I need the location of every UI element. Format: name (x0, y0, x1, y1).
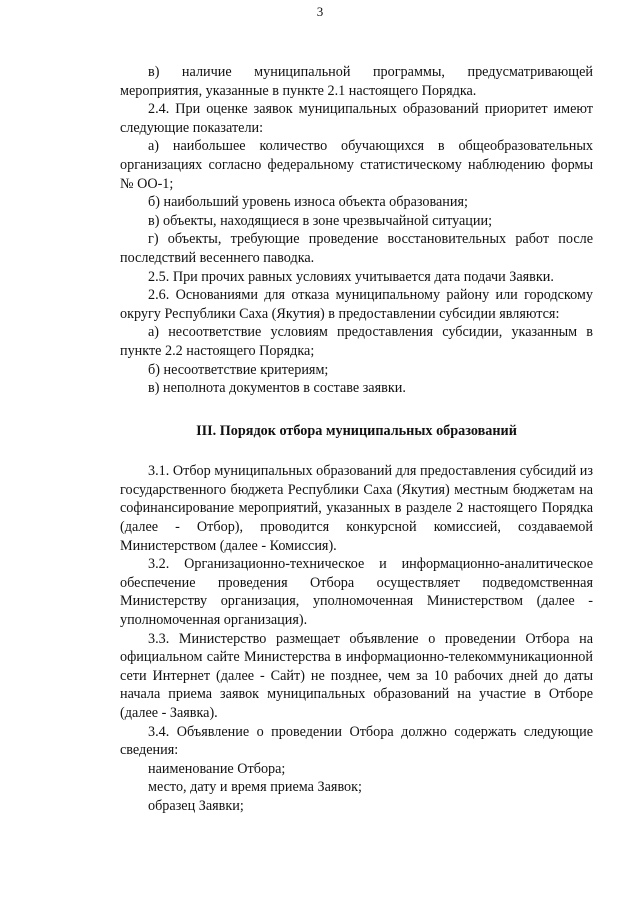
paragraph: б) наибольший уровень износа объекта образования; (148, 194, 468, 211)
page-number: 3 (316, 4, 324, 19)
paragraph: образец Заявки; (148, 797, 244, 814)
paragraph: 3.4. Объявление о проведении Отбора должно содержать следующие сведения: (120, 723, 593, 759)
paragraph: в) объекты, находящиеся в зоне чрезвычайной ситуации; (148, 212, 493, 229)
paragraph: г) объекты, требующие проведение восстановительных работ после последствий весеннего паводка. (120, 231, 593, 266)
paragraph: 3.2. Организационно-техническое и информационно-аналитическое обеспечение проведения Отбора осуществляет подведомственная Министерству организация, уполномоченная Министерством (далее - уполномоченная организация). (120, 556, 593, 629)
paragraph: в) наличие муниципальной программы, предусматривающей мероприятия, указанные в пункте 2.1 настоящего Порядка. (120, 64, 593, 99)
paragraph: место, дату и время приема Заявок; (148, 779, 362, 796)
paragraph: а) несоответствие условиям предоставления субсидии, указанным в пункте 2.2 настоящего Порядка; (120, 324, 593, 359)
paragraph: 3.3. Министерство размещает объявление о проведении Отбора на официальном сайте Министерства в информационно-телекоммуникационной сети Интернет (далее - Сайт) не позднее, чем за 10 рабочих дней до даты начала приема заявок муниципальных образований на участие в Отборе (далее - Заявка). (120, 630, 593, 721)
paragraph: наименование Отбора; (148, 760, 286, 777)
paragraph: б) несоответствие критериям; (148, 361, 329, 378)
paragraph: в) неполнота документов в составе заявки. (148, 380, 406, 397)
paragraph: 2.4. При оценке заявок муниципальных образований приоритет имеют следующие показатели: (120, 101, 593, 136)
paragraph: а) наибольшее количество обучающихся в общеобразовательных организациях согласно федеральному статистическому наблюдению формы № ОО-1; (120, 138, 593, 192)
paragraph: 2.6. Основаниями для отказа муниципальному району или городскому округу Республики Саха (Якутия) в предоставлении субсидии являются: (120, 287, 593, 322)
document-body (120, 63, 593, 816)
section-heading: III. Порядок отбора муниципальных образований (196, 422, 517, 439)
paragraph: 2.5. При прочих равных условиях учитывается дата подачи Заявки. (148, 268, 554, 285)
paragraph: 3.1. Отбор муниципальных образований для предоставления субсидий из государственного бюджета Республики Саха (Якутия) местным бюджетам на софинансирование мероприятий, указанных в разделе 2 настоящего Порядка (далее - Отбор), проводится конкурсной комиссией, создаваемой Министерством (далее - Комиссия). (120, 463, 593, 554)
